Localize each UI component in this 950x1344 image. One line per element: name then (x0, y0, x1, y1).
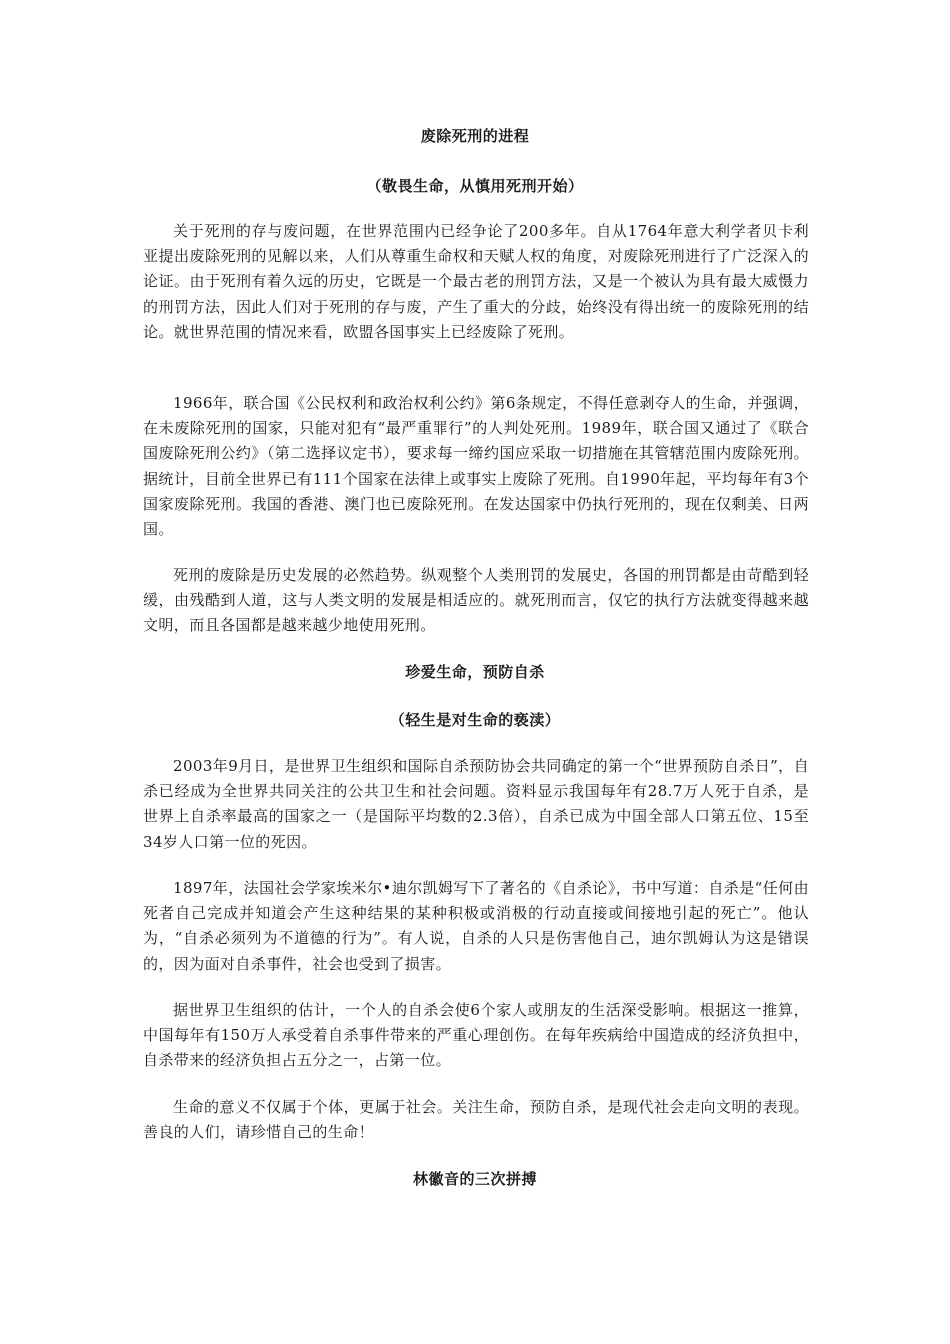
section-title: 珍爱生命，预防自杀 (405, 663, 545, 681)
section-subtitle: （敬畏生命，从慎用死刑开始） (366, 177, 584, 195)
paragraph: 死刑的废除是历史发展的必然趋势。纵观整个人类刑罚的发展史，各国的刑罚都是由苛酷到轻缓，由残酷到人道，这与人类文明的发展是相适应的。就死刑而言，仅它的执行方法就变得越来越文明，而且各国都是越来越少地使用死刑。 (143, 566, 809, 635)
paragraph: 生命的意义不仅属于个体，更属于社会。关注生命，预防自杀，是现代社会走向文明的表现。善良的人们，请珍惜自己的生命！ (143, 1098, 809, 1142)
section-title: 林徽音的三次拼搏 (412, 1170, 537, 1188)
section-subtitle: （轻生是对生命的亵渎） (389, 711, 561, 729)
paragraph: 1897年，法国社会学家埃米尔•迪尔凯姆写下了著名的《自杀论》，书中写道：自杀是“任何由死者自己完成并知道会产生这种结果的某种积极或消极的行动直接或间接地引起的死亡”。他认为，“自杀必须列为不道德的行为”。有人说，自杀的人只是伤害他自己，迪尔凯姆认为这是错误的，因为面对自杀事件，社会也受到了损害。 (143, 879, 809, 973)
paragraph: 2003年9月日，是世界卫生组织和国际自杀预防协会共同确定的第一个“世界预防自杀日”，自杀已经成为全世界共同关注的公共卫生和社会问题。资料显示我国每年有28.7万人死于自杀，是世界上自杀率最高的国家之一（是国际平均数的2.3倍），自杀已成为中国全部人口第五位、15至34岁人口第一位的死因。 (143, 757, 809, 851)
paragraph: 关于死刑的存与废问题，在世界范围内已经争论了200多年。自从1764年意大利学者贝卡利亚提出废除死刑的见解以来，人们从尊重生命权和天赋人权的角度，对废除死刑进行了广泛深入的论证。由于死刑有着久远的历史，它既是一个最古老的刑罚方法，又是一个被认为具有最大威慑力的刑罚方法，因此人们对于死刑的存与废，产生了重大的分歧，始终没有得出统一的废除死刑的结论。就世界范围的情况来看，欧盟各国事实上已经废除了死刑。 (143, 222, 809, 341)
paragraph: 据世界卫生组织的估计，一个人的自杀会使6个家人或朋友的生活深受影响。根据这一推算，中国每年有150万人承受着自杀事件带来的严重心理创伤。在每年疾病给中国造成的经济负担中，自杀带来的经济负担占五分之一，占第一位。 (143, 1001, 809, 1070)
paragraph: 1966年，联合国《公民权利和政治权利公约》第6条规定，不得任意剥夺人的生命，并强调，在未废除死刑的国家，只能对犯有“最严重罪行”的人判处死刑。1989年，联合国又通过了《联合国废除死刑公约》（第二选择议定书），要求每一缔约国应采取一切措施在其管辖范围内废除死刑。据统计，目前全世界已有111个国家在法律上或事实上废除了死刑。自1990年起，平均每年有3个国家废除死刑。我国的香港、澳门也已废除死刑。在发达国家中仍执行死刑的，现在仅剩美、日两国。 (143, 394, 809, 539)
section-title: 废除死刑的进程 (420, 127, 530, 145)
